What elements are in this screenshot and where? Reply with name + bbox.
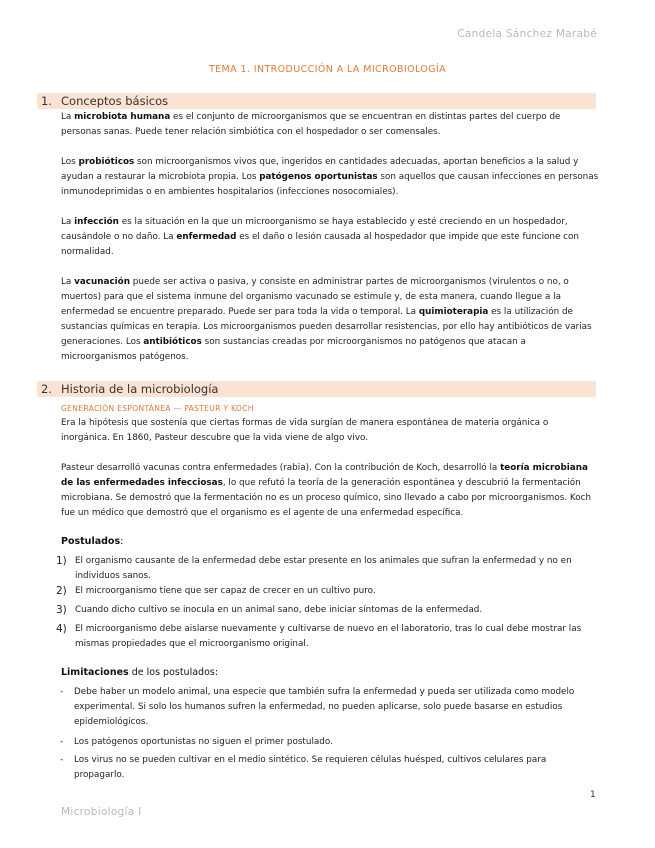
text: : [120, 536, 124, 547]
text: son aquellos que causan infecciones en personas inmunodeprimidas o en ambientes hospitalarios (infecciones nosocomiales). [61, 172, 599, 197]
text: es el daño o lesión causada al hospedador que impide que este funcione con normalidad. [61, 232, 579, 257]
postulado-item [56, 584, 596, 599]
item-number: 2) [56, 585, 67, 597]
postulados-heading [61, 536, 123, 547]
term-enfermedad: enfermedad [176, 232, 237, 242]
item-number: 1) [56, 555, 67, 567]
limitaciones-label: Limitaciones [61, 667, 129, 678]
item-text: El microorganismo tiene que ser capaz de crecer en un cultivo puro. [75, 586, 376, 596]
text: es el conjunto de microorganismos que se encuentran en distintas partes del cuerpo de personas sanas. Puede tener relación simbiótica con el hospedador o ser comensales. [61, 112, 561, 137]
item-text: El microorganismo debe aislarse nuevamente y cultivarse de nuevo en el laboratorio, tras lo cual debe mostrar las mismas propiedades que el microorganismo original. [75, 624, 582, 649]
section-header-2 [37, 381, 596, 397]
text: son microorganismos vivos que, ingeridos en cantidades adecuadas, aportan beneficios a la salud y ayudan a restaurar la microbiota propia. Los [61, 157, 579, 182]
section-title: Historia de la microbiología [61, 382, 219, 396]
item-text: Los patógenos oportunistas no siguen el primer postulado. [74, 737, 333, 747]
text: La [61, 217, 75, 227]
term-antibioticos: antibióticos [143, 337, 202, 347]
term-vacunacion: vacunación [74, 277, 130, 287]
section-number: 2. [41, 382, 52, 396]
postulado-item [56, 622, 596, 652]
text: La [61, 277, 75, 287]
text: de los postulados: [128, 667, 219, 678]
term-patogenos: patógenos oportunistas [259, 172, 378, 182]
item-text: Los virus no se pueden cultivar en el medio sintético. Se requieren células huésped, cultivos celulares para propagarlo. [74, 755, 547, 780]
text: , lo que refutó la teoría de la generación espontánea y descubrió la fermentación microbiana. Se demostró que la fermentación no es un proceso químico, sino llevado a cabo por microorganismos. Koch fue un médico que demostró que el organismo es el agente de una enfermedad específica. [61, 478, 592, 518]
bullet-dash: - [60, 755, 64, 765]
author-name: Candela Sánchez Marabé [457, 28, 597, 40]
text: es la utilización de sustancias químicas en terapia. Los microorganismos pueden desarrollar resistencias, por ello hay antibióticos de varias generaciones. Los [61, 307, 592, 347]
paragraph-pasteur [61, 461, 599, 521]
paragraph-microbiota [61, 110, 599, 140]
text: Los [61, 157, 79, 167]
term-teoria-microbiana: teoría microbiana de las enfermedades infecciosas [61, 463, 588, 488]
page-number: 1 [590, 790, 596, 800]
section-header-1 [37, 93, 596, 109]
paragraph-vacunacion [61, 275, 599, 365]
section-number: 1. [41, 94, 52, 108]
text: puede ser activa o pasiva, y consiste en administrar partes de microorganismos (virulentos o no, o muertos) para que el sistema inmune del organismo vacunado se estimule y, de esta manera, cuando llegue a la enfermedad se encuentre preparado. Puede ser para toda la vida o temporal. La [61, 277, 569, 317]
term-quimioterapia: quimioterapia [418, 307, 489, 317]
paragraph-generacion: Era la hipótesis que sostenía que ciertas formas de vida surgían de manera espontánea de materia orgánica o inorgánica. En 1860, Pasteur descubre que la vida viene de algo vivo. [61, 418, 549, 443]
footer-subject: Microbiología I [61, 806, 142, 818]
text: son sustancias creadas por microorganismos no patógenos que atacan a microorganismos patógenos. [61, 337, 526, 362]
term-infeccion: infección [74, 217, 119, 227]
paragraph-infeccion [61, 215, 599, 260]
term-probioticos: probióticos [78, 157, 135, 167]
item-text: Debe haber un modelo animal, una especie que también sufra la enfermedad y pueda ser utilizada como modelo experimental. Si solo los humanos sufren la enfermedad, no pueden aplicarse, solo puede basarse en estudios epidemiológicos. [74, 687, 575, 727]
item-number: 4) [56, 623, 67, 635]
subheading-generacion: GENERACIÓN ESPONTÁNEA — PASTEUR Y KOCH [61, 404, 254, 413]
limitacion-item [60, 685, 595, 730]
item-number: 3) [56, 604, 67, 616]
item-text: El organismo causante de la enfermedad debe estar presente en los animales que sufran la enfermedad y no en individuos sanos. [75, 556, 572, 581]
paragraph-probioticos [61, 155, 599, 200]
postulado-item [56, 603, 596, 618]
postulados-label: Postulados [61, 536, 121, 547]
limitaciones-heading [61, 667, 218, 678]
limitacion-item [60, 735, 595, 750]
text: La [61, 112, 75, 122]
bullet-dash: - [60, 737, 64, 747]
text: es la situación en la que un microorganismo se haya establecido y esté creciendo en un hospedador, causándole o no daño. La [61, 217, 568, 242]
item-text: Cuando dicho cultivo se inocula en un animal sano, debe iniciar síntomas de la enfermedad. [75, 605, 483, 615]
postulado-item [56, 554, 596, 584]
term-microbiota: microbiota humana [74, 112, 171, 122]
limitacion-item [60, 753, 595, 783]
document-title: TEMA 1. INTRODUCCIÓN A LA MICROBIOLOGÍA [208, 64, 447, 75]
text: Pasteur desarrolló vacunas contra enfermedades (rabia). Con la contribución de Koch, desarrolló la [61, 463, 501, 473]
section-title: Conceptos básicos [61, 94, 169, 108]
bullet-dash: - [60, 687, 64, 697]
